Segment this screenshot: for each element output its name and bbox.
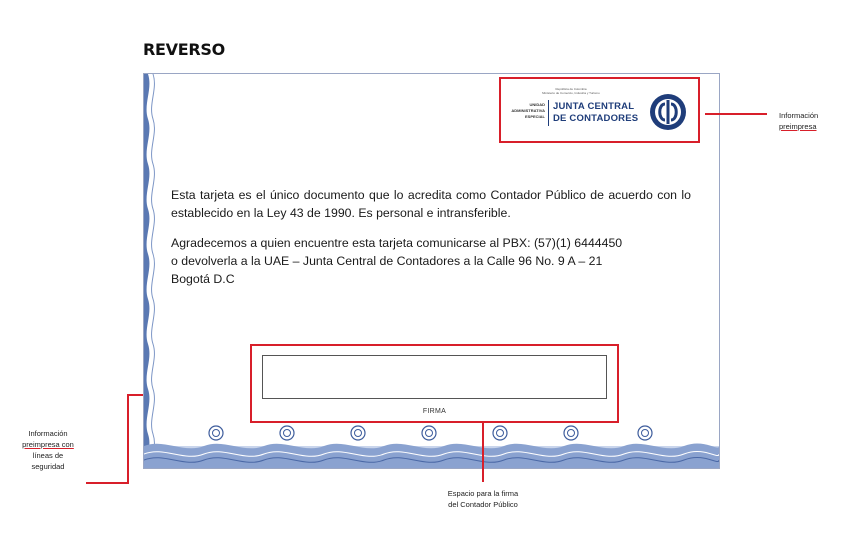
- logo-divider: [548, 100, 549, 126]
- annotation-security-lines: [8, 428, 88, 472]
- annotation-preprinted-info: [779, 110, 839, 132]
- leader-line-left-top: [127, 394, 143, 396]
- signature-highlight-box: [250, 344, 619, 423]
- left-security-line: [152, 74, 155, 468]
- signature-field[interactable]: [262, 355, 607, 399]
- card-back: [143, 73, 720, 469]
- annotation-line: seguridad: [31, 462, 65, 471]
- logo-side-line: ADMINISTRATIVA: [511, 108, 545, 113]
- seal-icon: [493, 426, 507, 440]
- annotation-line: líneas de: [32, 451, 64, 460]
- leader-line-right: [705, 113, 767, 115]
- logo-side-line: UNIDAD: [529, 102, 545, 107]
- logo-side-line: ESPECIAL: [524, 114, 545, 119]
- annotation-line: del Contador Público: [448, 500, 518, 509]
- logo-name: [553, 101, 643, 125]
- leader-line-bottom: [482, 421, 484, 482]
- annotation-signature-space: [428, 488, 538, 510]
- logo-tiny-line: República de Colombia: [555, 87, 587, 91]
- logo-highlight-box: [499, 77, 700, 143]
- page-heading: REVERSO: [143, 40, 225, 59]
- annotation-line: preimpresa con: [22, 440, 74, 449]
- logo-side-text: [503, 102, 545, 120]
- seal-icon: [351, 426, 365, 440]
- jcc-emblem-icon: [648, 92, 688, 132]
- contact-line: Bogotá D.C: [171, 272, 235, 286]
- seal-icon: [638, 426, 652, 440]
- signature-label: FIRMA: [422, 408, 447, 415]
- logo-header-text: [531, 88, 611, 95]
- card-paragraph-identity: Esta tarjeta es el único documento que lo acredita como Contador Público de acuerdo con lo establecido en la Ley 43 de 1990. Es personal e intransferible.: [171, 188, 691, 220]
- logo-name-line: JUNTA CENTRAL: [553, 101, 635, 112]
- annotation-line: preimpresa: [779, 122, 817, 131]
- left-security-wave: [144, 74, 149, 468]
- annotation-line: Información: [779, 111, 819, 120]
- logo-name-line: DE CONTADORES: [553, 113, 639, 124]
- contact-line: o devolverla a la UAE – Junta Central de Contadores a la Calle 96 No. 9 A – 21: [171, 254, 603, 268]
- seal-icon: [280, 426, 294, 440]
- annotation-line: Información: [28, 429, 68, 438]
- leader-line-left-vertical: [127, 394, 129, 484]
- annotation-line: Espacio para la firma: [447, 489, 519, 498]
- card-paragraph-contact: [171, 234, 691, 288]
- logo-tiny-line: Ministerio de Comercio, Industria y Turismo: [542, 90, 600, 95]
- seal-icon: [209, 426, 223, 440]
- contact-line: Agradecemos a quien encuentre esta tarjeta comunicarse al PBX: (57)(1) 6444450: [171, 236, 623, 250]
- seal-icon: [564, 426, 578, 440]
- seal-icon: [422, 426, 436, 440]
- leader-line-left-bottom: [86, 482, 129, 484]
